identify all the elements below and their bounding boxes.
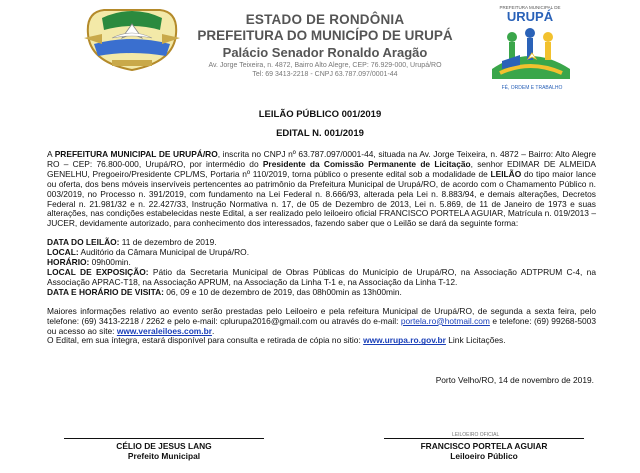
intro-text-4: do tipo maior lance ou oferta, dos bens móveis inservíveis pertencentes ao patrimônio da Prefeitura Municipal de Urupá/RO, de acordo com o Chamamento Público n. 003/2019, no Processo n. 391/2019, com fundamento na Lei Federal n. 8.666/93, alterada pela Lei n. 8.883/94, e demais alterações, Decretos Federal n. 21.981/32 e n. 22.427/33, Instrução Normativa n. 17, de 05 de Dezembro de 2013, Lei n. 5.869, de 11 de Janeiro de 1973 e suas alterações, nas condições estabelecidas neste Edital, a ser realizado pelo leiloeiro oficial FRANCISCO PORTELA AGUIAR, Matrícula n. 019/2013 – JUCER, devidamente autorizado, para conhecimento dos interessados, fazendo saber que o Leilão se dará da seguinte forma:	[47, 168, 596, 229]
location-value: Auditório da Câmara Municipal de Urupá/RO.	[78, 247, 250, 258]
palace-name: Palácio Senador Ronaldo Aragão	[222, 45, 428, 60]
auctioneer-stamp: LEILOEIRO OFICIAL	[452, 432, 500, 438]
signature-mayor	[64, 438, 264, 461]
intro-prefeitura: PREFEITURA MUNICIPAL DE URUPÁ/RO	[54, 149, 218, 159]
time-label: HORÁRIO:	[47, 257, 90, 268]
signature-line	[384, 438, 584, 439]
header-phone: Tel: 69 3413-2218 - CNPJ 63.787.097/0001-44	[252, 71, 398, 78]
document-body	[47, 150, 596, 346]
info-text-1: Maiores informações relativo ao evento serão prestadas pelo Leiloeiro e pela refeitura Municipal de Urupá/RO, de segunda a sexta feira, pelo telefone: (69) 3413-2218 / 2262 e pelo e-mail: cplurupa2016@gmail.com ou através do e-mail:	[47, 305, 596, 326]
urupa-site-link[interactable]: www.urupa.ro.gov.br	[363, 335, 446, 346]
header-address: Av. Jorge Teixeira, n. 4872, Bairro Alto Alegre, CEP: 76.929-000, Urupá/RO	[208, 62, 442, 69]
edital-text-2: Link Licitações.	[445, 335, 506, 346]
mayor-name: CÉLIO DE JESUS LANG	[116, 441, 212, 451]
intro-comissao: Presidente da Comissão Permanente de Licitação	[262, 158, 471, 169]
logo-motto-text: FÉ, ORDEM E TRABALHO	[501, 85, 563, 91]
intro-text-3: , senhor EDIMAR DE ALMEIDA GENELHU, Pregoeiro/Presidente CPL/MS, Portaria nº 110/2019, torna público o presente edital sob a modalidade de	[47, 158, 596, 179]
auction-date-label: DATA DO LEILÃO:	[47, 237, 120, 248]
logo-small-text: PREFEITURA MUNICIPAL DE	[499, 5, 561, 10]
logo-name-text: URUPÁ	[506, 9, 554, 24]
auctioneer-title: Leiloeiro Público	[450, 451, 518, 461]
municipal-crest-logo	[82, 4, 182, 72]
info-paragraph	[47, 307, 596, 337]
letterhead	[190, 12, 460, 79]
urupa-logo	[478, 3, 582, 93]
edital-text-1: O Edital, em sua íntegra, estará disponível para consulta e retirada de cópia no sitio:	[47, 335, 364, 346]
exposition-value: Pátio da Secretaria Municipal de Obras Públicas do Município de Urupá/RO, na Associação ADTPRUM C-4, na Associação APRAC-T18, na Associação APRUM, na Associação da Linha T-1 e, na Associação da Linha T-12.	[47, 266, 596, 287]
intro-leilao: LEILÃO	[490, 168, 522, 179]
auction-title: LEILÃO PÚBLICO 001/2019	[258, 109, 382, 120]
place-date-line: Porto Velho/RO, 14 de novembro de 2019.	[435, 375, 594, 385]
time-value: 09h00min.	[89, 257, 131, 268]
location-label: LOCAL:	[47, 247, 79, 258]
intro-text-2: , inscrita no CNPJ nº 63.787.097/0001-44, situada na Av. Jorge Teixeira, n. 4872 – Bairro: Alto Alegre RO – CEP: 76.800-000, Urupá/RO, por intermédio do	[47, 149, 596, 169]
auction-date-value: 11 de dezembro de 2019.	[119, 237, 217, 248]
edital-availability	[47, 336, 596, 346]
intro-paragraph	[47, 150, 596, 229]
visit-label: DATA E HORÁRIO DE VISITA:	[47, 286, 164, 297]
mayor-title: Prefeito Municipal	[127, 451, 201, 461]
exposition-line	[47, 268, 596, 288]
info-text-3: .	[211, 325, 215, 336]
signature-auctioneer	[384, 438, 584, 461]
info-text-2: e telefone: (69) 99268-5003 ou acesso ao site:	[47, 315, 596, 336]
veraleiloes-link[interactable]: www.veraleiloes.com.br	[116, 325, 212, 336]
exposition-label: LOCAL DE EXPOSIÇÃO:	[47, 266, 149, 277]
visit-line	[47, 288, 596, 298]
auctioneer-name: FRANCISCO PORTELA AGUIAR	[420, 441, 548, 451]
email-link[interactable]: portela.ro@hotmail.com	[400, 315, 490, 326]
signature-line	[64, 438, 264, 439]
edital-title: EDITAL N. 001/2019	[276, 128, 364, 139]
intro-text-1: A	[47, 149, 55, 159]
visit-value: 06, 09 e 10 de dezembro de 2019, das 08h00min as 13h00min.	[163, 286, 402, 297]
prefeitura-name: PREFEITURA DO MUNICÍPO DE URUPÁ	[197, 28, 453, 43]
state-name: ESTADO DE RONDÔNIA	[245, 12, 405, 27]
